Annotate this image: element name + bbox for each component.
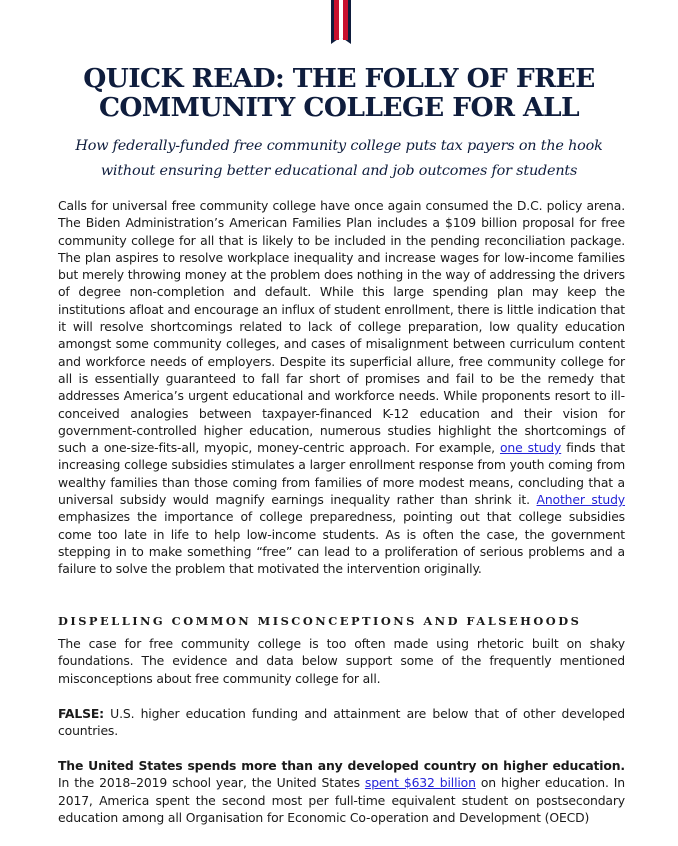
another-study-link[interactable]: Another study [536,492,625,508]
intro-text-3: emphasizes the importance of college preparedness, pointing out that college subsidies come too late in life to help low-income students. As is often the case, the government stepping in to make something “free” can lead to a proliferation of serious problems and a failure to solve the problem that motivated the intervention originally. [58,509,625,577]
section-intro-paragraph: The case for free community college is too often made using rhetoric built on shaky foundations. The evidence and data below support some of the frequently mentioned misconceptions about free community college for all. [58,636,625,686]
false-claim-text: U.S. higher education funding and attainment are below that of other developed countries. [58,706,625,739]
fact-bold-statement: The United States spends more than any developed country on higher education. [58,758,625,773]
intro-text-1: Calls for universal free community college have once again consumed the D.C. policy arena. The Biden Administration’s American Families Plan includes a $109 billion proposal for free community college for all that is likely to be included in the pending reconciliation package. The plan aspires to resolve workplace inequality and increase wages for low-income families but merely throwing money at the problem does nothing in the way of addressing the drivers of degree non-completion and default. While this large spending plan may keep the institutions afloat and encourage an influx of student enrollment, there is little indication that it will resolve shortcomings related to lack of college preparation, low quality education amongst some community colleges, and cases of misalignment between curriculum content and workforce needs of employers. Despite its superficial allure, free community college for all is essentially guaranteed to fall far short of promises and fail to be the remedy that addresses America’s urgent educational and workforce needs. While proponents resort to ill-conceived analogies between taxpayer-financed K-12 education and their vision for government-controlled higher education, numerous studies highlight the shortcomings of such a one-size-fits-all, myopic, money-centric approach. For example, [58,198,625,456]
fact-text-1: In the 2018–2019 school year, the United States [58,775,365,791]
section-heading: DISPELLING COMMON MISCONCEPTIONS AND FALSEHOODS [58,614,582,628]
title-line-2: COMMUNITY COLLEGE FOR ALL [98,92,580,123]
fact-text-2: on higher education. In 2017, America spent the second most per full-time equivalent student on postsecondary education among all Organisation for Economic Co-operation and Development (OECD) [58,775,625,825]
fact-paragraph [58,757,625,826]
spending-link[interactable]: spent $632 billion [364,775,476,791]
false-claim-paragraph [58,705,625,740]
page-subtitle [60,134,618,184]
intro-text-2: finds that increasing college subsidies stimulates a larger enrollment response from youth coming from wealthy families than those coming from families of more modest means, concluding that a universal subsidy would magnify earnings inequality rather than shrink it. [58,440,625,508]
title-line-1: QUICK READ: THE FOLLY OF FREE [83,63,595,94]
one-study-link[interactable]: one study [499,440,562,456]
subtitle-line-2: without ensuring better educational and job outcomes for students [100,163,578,179]
false-label: FALSE: [58,706,104,721]
ribbon-logo-icon [331,0,351,44]
subtitle-line-1: How federally-funded free community college puts tax payers on the hook [75,138,603,154]
page-title [40,64,638,122]
intro-paragraph [58,197,625,578]
